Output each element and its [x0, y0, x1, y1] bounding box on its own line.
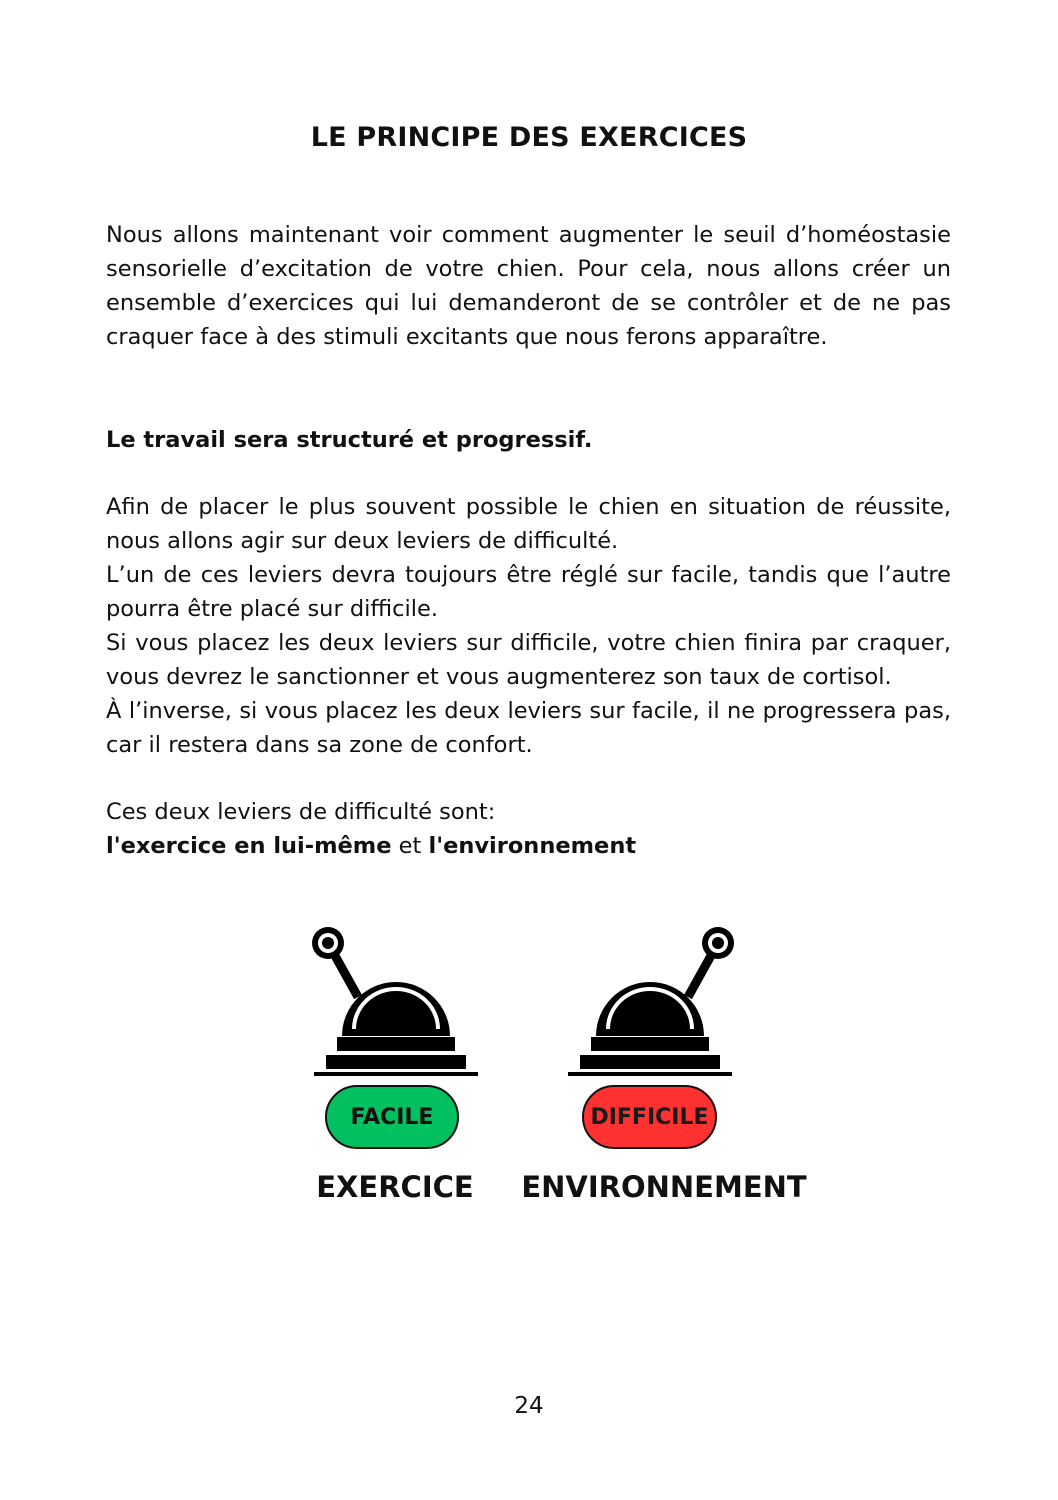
paragraph-intro: Nous allons maintenant voir comment augmenter le seuil d’homéostasie sensorielle d’excitation de votre chien. Pour cela, nous allons créer un ensemble d’exercices qui lui demanderont de se contrôler et de ne pas craquer face à des stimuli excitants que nous ferons apparaître. [106, 222, 951, 350]
paragraph-line: Afin de placer le plus souvent possible le chien en situation de réussite, nous allons agir sur deux leviers de difficulté. [106, 494, 951, 554]
levers-names [106, 829, 951, 863]
lever2-name: l'environnement [428, 833, 637, 859]
paragraph-line: À l’inverse, si vous placez les deux leviers sur facile, il ne progressera pas, car il restera dans sa zone de confort. [106, 698, 951, 758]
facile-badge: FACILE [325, 1085, 459, 1149]
difficile-badge: DIFFICILE [582, 1085, 717, 1149]
lever-right-icon [564, 925, 736, 1080]
paragraph-bold-statement: Le travail sera structuré et progressif. [106, 427, 593, 453]
paragraph-line: L’un de ces leviers devra toujours être réglé sur facile, tandis que l’autre pourra être placé sur difficile. [106, 562, 951, 622]
paragraph-levers-explanation [106, 490, 951, 762]
paragraph-line: Si vous placez les deux leviers sur difficile, votre chien finira par craquer, vous devrez le sanctionner et vous augmenterez son taux de cortisol. [106, 630, 951, 690]
paragraph-levers-list [106, 795, 951, 863]
lever1-name: l'exercice en lui-même [106, 833, 392, 859]
conjunction: et [391, 833, 429, 859]
lever-left-icon [310, 925, 482, 1080]
page-number: 24 [514, 1393, 544, 1419]
levers-intro: Ces deux leviers de difficulté sont: [106, 799, 496, 825]
page-title: LE PRINCIPE DES EXERCICES [310, 122, 748, 153]
exercice-caption: EXERCICE [316, 1170, 474, 1204]
environnement-caption: ENVIRONNEMENT [521, 1170, 807, 1204]
